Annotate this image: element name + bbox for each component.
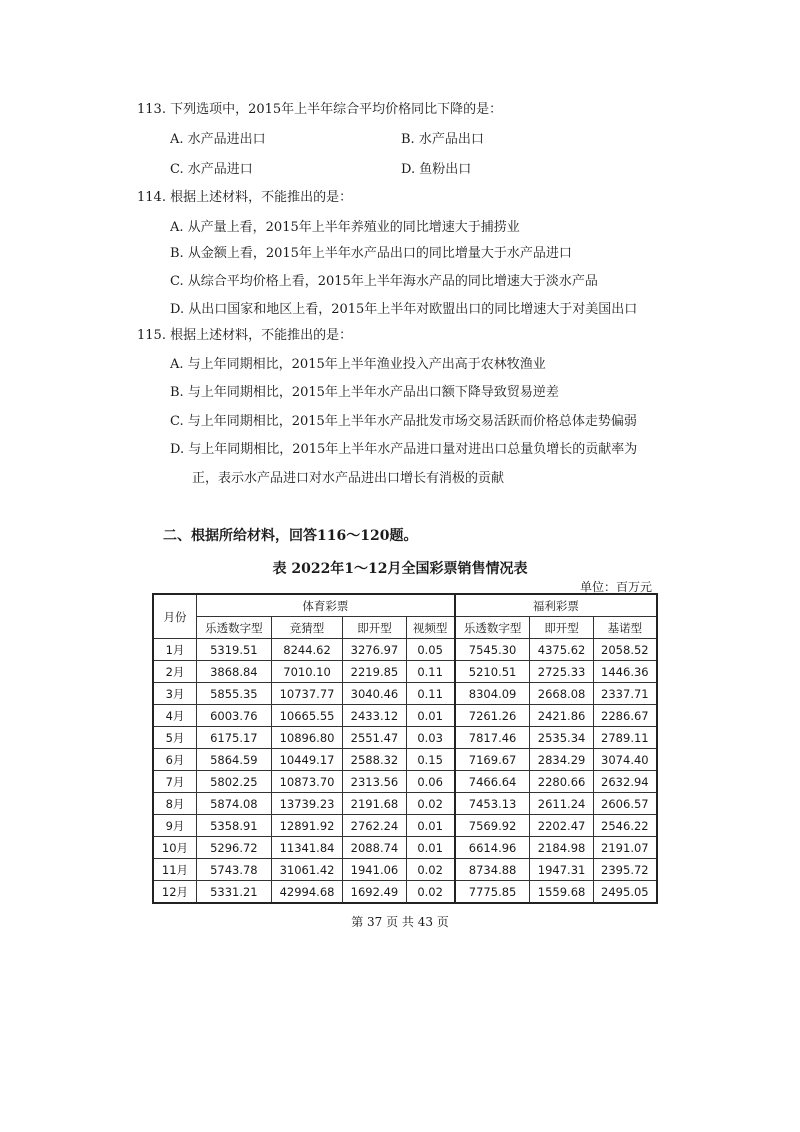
table-row	[153, 705, 657, 727]
value-cell: 2313.56	[343, 771, 406, 793]
value-cell: 7453.13	[455, 793, 530, 815]
value-cell: 2588.32	[343, 749, 406, 771]
table-row	[153, 683, 657, 705]
question-115-option-d: D. 与上年同期相比，2015年上半年水产品进口量对进出口总量负增长的贡献率为	[170, 442, 638, 457]
month-cell: 5月	[153, 727, 197, 749]
value-cell: 2286.67	[593, 705, 657, 727]
value-cell: 2421.86	[530, 705, 593, 727]
value-cell: 10873.70	[271, 771, 343, 793]
value-cell: 2789.11	[593, 727, 657, 749]
question-115-stem: 115. 根据上述材料，不能推出的是：	[137, 328, 353, 343]
table-row	[153, 881, 657, 904]
value-cell: 2191.68	[343, 793, 406, 815]
table-row	[153, 771, 657, 793]
sports-lottery-header: 体育彩票	[197, 594, 455, 617]
subheader-welfare-keno: 基诺型	[593, 617, 657, 639]
month-cell: 11月	[153, 859, 197, 881]
lottery-sales-table	[152, 593, 658, 904]
month-cell: 10月	[153, 837, 197, 859]
question-115-option-a: A. 与上年同期相比，2015年上半年渔业投入产出高于农林牧渔业	[170, 357, 546, 372]
value-cell: 5743.78	[197, 859, 272, 881]
value-cell: 7817.46	[455, 727, 530, 749]
value-cell: 5296.72	[197, 837, 272, 859]
table-title: 表 2022年1～12月全国彩票销售情况表	[272, 561, 528, 577]
month-cell: 2月	[153, 661, 197, 683]
table-row	[153, 837, 657, 859]
value-cell: 2088.74	[343, 837, 406, 859]
month-header: 月份	[153, 594, 197, 639]
question-114-stem: 114. 根据上述材料，不能推出的是：	[137, 190, 353, 205]
value-cell: 2762.24	[343, 815, 406, 837]
month-cell: 7月	[153, 771, 197, 793]
value-cell: 8304.09	[455, 683, 530, 705]
value-cell: 2606.57	[593, 793, 657, 815]
subheader-welfare-lotto: 乐透数字型	[455, 617, 530, 639]
question-114-option-b: B. 从金额上看，2015年上半年水产品出口的同比增量大于水产品进口	[170, 246, 572, 261]
question-113-option-c: C. 水产品进口	[170, 162, 253, 177]
value-cell: 2219.85	[343, 661, 406, 683]
subheader-welfare-instant: 即开型	[530, 617, 593, 639]
value-cell: 0.02	[406, 793, 455, 815]
value-cell: 10449.17	[271, 749, 343, 771]
value-cell: 2395.72	[593, 859, 657, 881]
value-cell: 2184.98	[530, 837, 593, 859]
value-cell: 5802.25	[197, 771, 272, 793]
value-cell: 7169.67	[455, 749, 530, 771]
value-cell: 5855.35	[197, 683, 272, 705]
value-cell: 7569.92	[455, 815, 530, 837]
question-114-option-c: C. 从综合平均价格上看，2015年上半年海水产品的同比增速大于淡水产品	[170, 274, 598, 289]
value-cell: 0.15	[406, 749, 455, 771]
question-114-option-d: D. 从出口国家和地区上看，2015年上半年对欧盟出口的同比增速大于对美国出口	[170, 302, 638, 317]
value-cell: 6175.17	[197, 727, 272, 749]
question-115-option-d-continued: 正，表示水产品进口对水产品进出口增长有消极的贡献	[192, 471, 505, 486]
question-113-option-b: B. 水产品出口	[401, 132, 484, 147]
value-cell: 2632.94	[593, 771, 657, 793]
month-cell: 4月	[153, 705, 197, 727]
value-cell: 2433.12	[343, 705, 406, 727]
value-cell: 0.01	[406, 837, 455, 859]
question-114-option-a: A. 从产量上看，2015年上半年养殖业的同比增速大于捕捞业	[170, 220, 520, 235]
value-cell: 2535.34	[530, 727, 593, 749]
value-cell: 0.02	[406, 859, 455, 881]
value-cell: 1446.36	[593, 661, 657, 683]
value-cell: 7775.85	[455, 881, 530, 904]
value-cell: 2834.29	[530, 749, 593, 771]
month-cell: 9月	[153, 815, 197, 837]
question-113-option-a: A. 水产品进出口	[170, 132, 266, 147]
value-cell: 2058.52	[593, 639, 657, 661]
question-115-option-b: B. 与上年同期相比，2015年上半年水产品出口额下降导致贸易逆差	[170, 385, 559, 400]
value-cell: 13739.23	[271, 793, 343, 815]
value-cell: 0.11	[406, 661, 455, 683]
value-cell: 1941.06	[343, 859, 406, 881]
value-cell: 0.02	[406, 881, 455, 904]
month-cell: 8月	[153, 793, 197, 815]
value-cell: 3074.40	[593, 749, 657, 771]
value-cell: 2495.05	[593, 881, 657, 904]
table-unit: 单位：百万元	[579, 580, 652, 594]
month-cell: 12月	[153, 881, 197, 904]
value-cell: 1947.31	[530, 859, 593, 881]
value-cell: 5864.59	[197, 749, 272, 771]
value-cell: 10896.80	[271, 727, 343, 749]
question-113-option-d: D. 鱼粉出口	[401, 162, 472, 177]
value-cell: 5874.08	[197, 793, 272, 815]
value-cell: 11341.84	[271, 837, 343, 859]
value-cell: 8244.62	[271, 639, 343, 661]
table-row	[153, 661, 657, 683]
value-cell: 5358.91	[197, 815, 272, 837]
value-cell: 1559.68	[530, 881, 593, 904]
value-cell: 7010.10	[271, 661, 343, 683]
value-cell: 6614.96	[455, 837, 530, 859]
table-row	[153, 749, 657, 771]
section-heading: 二、根据所给材料，回答116～120题。	[163, 528, 418, 544]
welfare-lottery-header: 福利彩票	[455, 594, 657, 617]
table-row	[153, 639, 657, 661]
value-cell: 2668.08	[530, 683, 593, 705]
subheader-sports-quiz: 竞猜型	[271, 617, 343, 639]
value-cell: 2611.24	[530, 793, 593, 815]
value-cell: 10665.55	[271, 705, 343, 727]
subheader-sports-lotto: 乐透数字型	[197, 617, 272, 639]
value-cell: 8734.88	[455, 859, 530, 881]
month-cell: 6月	[153, 749, 197, 771]
question-115-option-c: C. 与上年同期相比，2015年上半年水产品批发市场交易活跃而价格总体走势偏弱	[170, 414, 637, 429]
value-cell: 0.01	[406, 815, 455, 837]
value-cell: 5331.21	[197, 881, 272, 904]
value-cell: 42994.68	[271, 881, 343, 904]
table-row	[153, 859, 657, 881]
value-cell: 7466.64	[455, 771, 530, 793]
value-cell: 0.03	[406, 727, 455, 749]
value-cell: 7261.26	[455, 705, 530, 727]
value-cell: 0.11	[406, 683, 455, 705]
value-cell: 1692.49	[343, 881, 406, 904]
subheader-sports-video: 视频型	[406, 617, 455, 639]
table-row	[153, 727, 657, 749]
value-cell: 0.06	[406, 771, 455, 793]
value-cell: 2202.47	[530, 815, 593, 837]
value-cell: 2551.47	[343, 727, 406, 749]
value-cell: 0.01	[406, 705, 455, 727]
table-row	[153, 815, 657, 837]
value-cell: 7545.30	[455, 639, 530, 661]
subheader-sports-instant: 即开型	[343, 617, 406, 639]
table-row	[153, 793, 657, 815]
value-cell: 0.05	[406, 639, 455, 661]
value-cell: 3868.84	[197, 661, 272, 683]
value-cell: 2337.71	[593, 683, 657, 705]
question-113-stem: 113. 下列选项中，2015年上半年综合平均价格同比下降的是：	[137, 102, 503, 117]
value-cell: 12891.92	[271, 815, 343, 837]
value-cell: 4375.62	[530, 639, 593, 661]
value-cell: 2725.33	[530, 661, 593, 683]
value-cell: 31061.42	[271, 859, 343, 881]
month-cell: 1月	[153, 639, 197, 661]
month-cell: 3月	[153, 683, 197, 705]
value-cell: 2191.07	[593, 837, 657, 859]
value-cell: 2280.66	[530, 771, 593, 793]
page-footer: 第 37 页 共 43 页	[351, 915, 449, 929]
value-cell: 5319.51	[197, 639, 272, 661]
value-cell: 10737.77	[271, 683, 343, 705]
value-cell: 6003.76	[197, 705, 272, 727]
value-cell: 5210.51	[455, 661, 530, 683]
value-cell: 3040.46	[343, 683, 406, 705]
value-cell: 3276.97	[343, 639, 406, 661]
value-cell: 2546.22	[593, 815, 657, 837]
